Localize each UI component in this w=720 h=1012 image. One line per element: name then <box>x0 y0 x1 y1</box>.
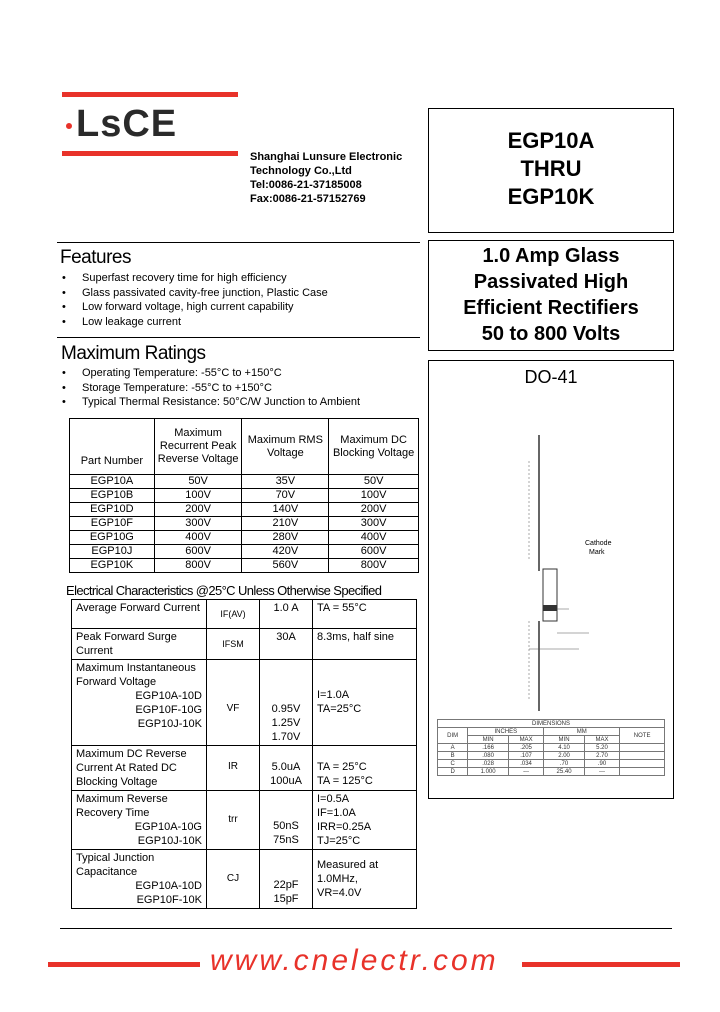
dim-title: DIMENSIONS <box>438 720 665 728</box>
col-header: Maximum RMS Voltage <box>242 419 329 475</box>
table-cell: 200V <box>329 503 419 517</box>
table-cell <box>620 768 665 776</box>
table-cell: 5.20 <box>584 744 619 752</box>
table-cell <box>620 744 665 752</box>
table-cell: EGP10K <box>70 559 155 573</box>
table-row <box>70 559 419 573</box>
symbol-cell: CJ <box>207 850 260 909</box>
col-header: Part Number <box>70 419 155 475</box>
cond-cell: TA = 55°C <box>313 600 417 629</box>
product-description: 1.0 Amp Glass Passivated High Efficient Rectifiers 50 to 800 Volts <box>463 245 639 345</box>
table-row <box>70 531 419 545</box>
table-row <box>70 489 419 503</box>
cathode-mark-label: Cathode Mark <box>585 540 612 556</box>
col-header: Maximum DC Blocking Voltage <box>329 419 419 475</box>
cond-cell: I=1.0A TA=25°C <box>313 660 417 746</box>
table-cell: 100V <box>154 489 242 503</box>
table-cell: --- <box>584 768 619 776</box>
table-cell: 600V <box>329 545 419 559</box>
package-box <box>428 360 674 799</box>
symbol-cell: IFSM <box>207 629 260 660</box>
cond-cell: I=0.5A IF=1.0A IRR=0.25A TJ=25°C <box>313 791 417 850</box>
ratings-list <box>62 366 422 410</box>
table-cell: --- <box>508 768 543 776</box>
param-cell: Peak Forward Surge Current <box>72 629 207 660</box>
table-cell: 560V <box>242 559 329 573</box>
table-cell: 300V <box>329 517 419 531</box>
ratings-rule <box>57 337 420 338</box>
table-cell: .107 <box>508 752 543 760</box>
table-cell: 140V <box>242 503 329 517</box>
table-cell: 2.70 <box>584 752 619 760</box>
table-cell: 800V <box>154 559 242 573</box>
features-title: Features <box>60 247 131 268</box>
list-item: • Low leakage current <box>62 315 422 330</box>
table-cell: 210V <box>242 517 329 531</box>
table-cell: EGP10F <box>70 517 155 531</box>
company-info: Shanghai Lunsure Electronic Technology Co.,Ltd Tel:0086-21-37185008 Fax:0086-21-57152769 <box>250 151 403 205</box>
table-cell: .90 <box>584 760 619 768</box>
list-item: • Low forward voltage, high current capability <box>62 300 422 315</box>
table-cell: B <box>438 752 468 760</box>
col-header: MAX <box>584 736 619 744</box>
table-cell: 1.000 <box>468 768 509 776</box>
param-cell: Average Forward Current <box>72 600 207 629</box>
cond-cell: Measured at 1.0MHz, VR=4.0V <box>313 850 417 909</box>
table-cell: 70V <box>242 489 329 503</box>
col-header: MM <box>544 728 620 736</box>
product-desc-box <box>428 240 674 351</box>
list-item: • Storage Temperature: -55°C to +150°C <box>62 381 422 396</box>
param-cell: Maximum DC Reverse Current At Rated DC Blocking Voltage <box>72 746 207 791</box>
part-title-box <box>428 108 674 233</box>
table-cell: EGP10A <box>70 475 155 489</box>
part-title: EGP10A THRU EGP10K <box>507 128 595 209</box>
table-row <box>70 503 419 517</box>
features-list <box>62 271 422 329</box>
footer-bar-left <box>48 962 200 967</box>
col-header: MIN <box>468 736 509 744</box>
table-cell: .080 <box>468 752 509 760</box>
table-cell: 50V <box>329 475 419 489</box>
table-cell: D <box>438 768 468 776</box>
table-row <box>70 475 419 489</box>
param-cell: Maximum Reverse Recovery Time EGP10A-10G EGP10J-10K <box>72 791 207 850</box>
col-header: INCHES <box>468 728 544 736</box>
electrical-table <box>71 599 417 909</box>
col-header: Maximum Recurrent Peak Reverse Voltage <box>154 419 242 475</box>
table-row <box>438 768 665 776</box>
table-cell: 400V <box>154 531 242 545</box>
value-cell: 1.0 A <box>260 600 313 629</box>
table-cell: EGP10B <box>70 489 155 503</box>
symbol-cell: IR <box>207 746 260 791</box>
col-header: DIM <box>438 728 468 744</box>
list-item: • Glass passivated cavity-free junction, Plastic Case <box>62 286 422 301</box>
list-item: • Superfast recovery time for high efficiency <box>62 271 422 286</box>
list-item: • Operating Temperature: -55°C to +150°C <box>62 366 422 381</box>
param-cell: Maximum Instantaneous Forward Voltage EGP10A-10D EGP10F-10G EGP10J-10K <box>72 660 207 746</box>
table-cell: .166 <box>468 744 509 752</box>
symbol-cell: VF <box>207 660 260 746</box>
table-cell <box>620 752 665 760</box>
table-cell: .034 <box>508 760 543 768</box>
param-cell: Typical Junction Capacitance EGP10A-10D EGP10F-10K <box>72 850 207 909</box>
table-row <box>438 752 665 760</box>
value-cell: 50nS 75nS <box>260 791 313 850</box>
table-cell: 100V <box>329 489 419 503</box>
table-row <box>70 545 419 559</box>
table-cell: EGP10G <box>70 531 155 545</box>
table-cell: 35V <box>242 475 329 489</box>
footer-rule <box>60 928 672 929</box>
symbol-cell: IF(AV) <box>207 600 260 629</box>
table-row <box>438 744 665 752</box>
footer-url[interactable]: www.cnelectr.com <box>210 944 499 977</box>
value-cell: 0.95V 1.25V 1.70V <box>260 660 313 746</box>
table-cell: A <box>438 744 468 752</box>
logo-bottom-bar <box>62 151 238 156</box>
table-cell <box>620 760 665 768</box>
value-cell: 5.0uA 100uA <box>260 746 313 791</box>
table-cell: 4.10 <box>544 744 585 752</box>
logo-top-bar <box>62 92 238 97</box>
table-cell: 800V <box>329 559 419 573</box>
table-cell: C <box>438 760 468 768</box>
table-cell: 300V <box>154 517 242 531</box>
diode-outline-drawing <box>429 421 673 721</box>
col-header: MAX <box>508 736 543 744</box>
dimensions-table <box>437 719 665 776</box>
col-header: MIN <box>544 736 585 744</box>
table-cell: 2.00 <box>544 752 585 760</box>
features-rule <box>57 242 420 243</box>
col-header: NOTE <box>620 728 665 744</box>
package-title: DO-41 <box>524 367 578 387</box>
company-logo: LsCE <box>62 104 238 144</box>
table-cell: 25.40 <box>544 768 585 776</box>
table-cell: 420V <box>242 545 329 559</box>
table-cell: .205 <box>508 744 543 752</box>
table-cell: 280V <box>242 531 329 545</box>
table-cell: EGP10J <box>70 545 155 559</box>
table-cell: 400V <box>329 531 419 545</box>
value-cell: 30A <box>260 629 313 660</box>
table-cell: 200V <box>154 503 242 517</box>
cond-cell: TA = 25°C TA = 125°C <box>313 746 417 791</box>
symbol-cell: trr <box>207 791 260 850</box>
table-cell: 50V <box>154 475 242 489</box>
ratings-table <box>69 418 419 573</box>
list-item: • Typical Thermal Resistance: 50°C/W Junction to Ambient <box>62 395 422 410</box>
table-cell: EGP10D <box>70 503 155 517</box>
table-row <box>70 517 419 531</box>
electrical-title: Electrical Characteristics @25°C Unless Otherwise Specified <box>66 583 382 598</box>
value-cell: 22pF 15pF <box>260 850 313 909</box>
table-cell: .028 <box>468 760 509 768</box>
ratings-title: Maximum Ratings <box>61 343 206 364</box>
table-row <box>438 760 665 768</box>
table-cell: .70 <box>544 760 585 768</box>
cond-cell: 8.3ms, half sine <box>313 629 417 660</box>
footer-bar-right <box>522 962 680 967</box>
table-cell: 600V <box>154 545 242 559</box>
